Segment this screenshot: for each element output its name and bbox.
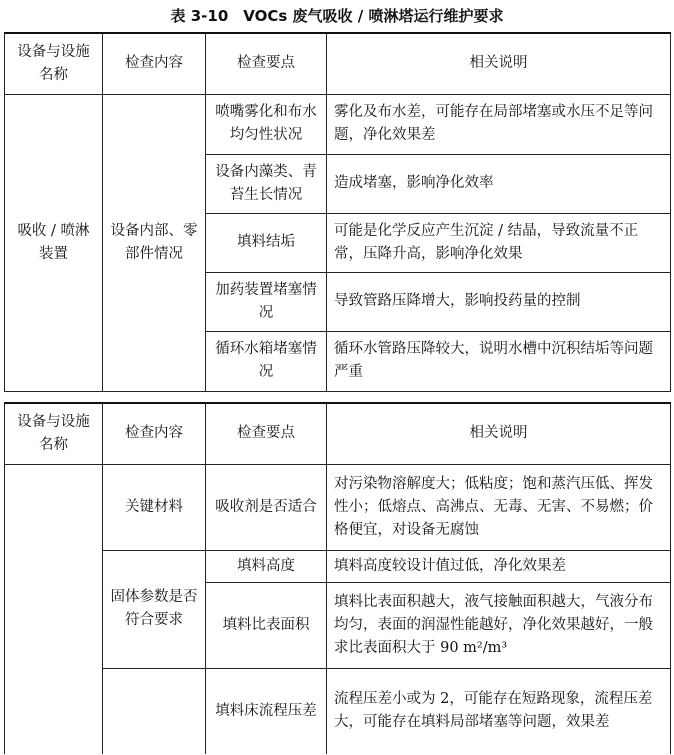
point-cell: 填料结垢 [206,213,327,272]
header-content: 检查内容 [103,33,206,94]
header-facility: 设备与设施名称 [5,403,103,464]
note-cell: 填料比表面积越大，液气接触面积越大，气液分布均匀，表面的润湿性能越好，净化效果越好，一般求比表面积大于 90 m²/m³ [327,582,671,668]
header-point: 检查要点 [206,403,327,464]
table-row [5,464,671,550]
note-cell: 雾化及布水差，可能存在局部堵塞或水压不足等问题，净化效果差 [327,94,671,154]
content-cell: 固体参数是否符合要求 [103,550,206,668]
header-content: 检查内容 [103,403,206,464]
note-cell: 对污染物溶解度大；低粘度；饱和蒸汽压低、挥发性小；低熔点、高沸点、无毒、无害、不易燃；价格便宜，对设备无腐蚀 [327,464,671,550]
header-note: 相关说明 [327,33,671,94]
table-row [5,94,671,154]
point-cell: 循环水箱堵塞情况 [206,331,327,391]
point-cell: 喷嘴雾化和布水均匀性状况 [206,94,327,154]
table-header-row [5,403,671,464]
maintenance-table-1 [4,32,671,392]
content-cell: 关键材料 [103,464,206,550]
point-cell: 吸收剂是否适合 [206,464,327,550]
note-cell: 填料高度较设计值过低，净化效果差 [327,550,671,582]
content-cell [103,668,206,754]
table-row [5,668,671,754]
note-cell: 循环水管路压降较大，说明水槽中沉积结垢等问题严重 [327,331,671,391]
point-cell: 填料床流程压差 [206,668,327,754]
point-cell: 填料比表面积 [206,582,327,668]
maintenance-table-2 [4,402,671,754]
point-cell: 设备内藻类、青苔生长情况 [206,154,327,213]
table-row [5,550,671,582]
note-cell: 造成堵塞，影响净化效率 [327,154,671,213]
note-cell: 导致管路压降增大，影响投药量的控制 [327,272,671,331]
content-cell: 设备内部、零部件情况 [103,94,206,391]
header-point: 检查要点 [206,33,327,94]
note-cell: 流程压差小或为 2，可能存在短路现象，流程压差大，可能存在填料局部堵塞等问题，效果差 [327,668,671,754]
table-header-row [5,33,671,94]
point-cell: 填料高度 [206,550,327,582]
facility-cell: 吸收 / 喷淋装置 [5,94,103,391]
header-note: 相关说明 [327,403,671,464]
note-cell: 可能是化学反应产生沉淀 / 结晶，导致流量不正常，压降升高，影响净化效果 [327,213,671,272]
facility-cell [5,464,103,754]
point-cell: 加药装置堵塞情况 [206,272,327,331]
header-facility: 设备与设施名称 [5,33,103,94]
table-title: 表 3-10 VOCs 废气吸收 / 喷淋塔运行维护要求 [170,7,504,25]
